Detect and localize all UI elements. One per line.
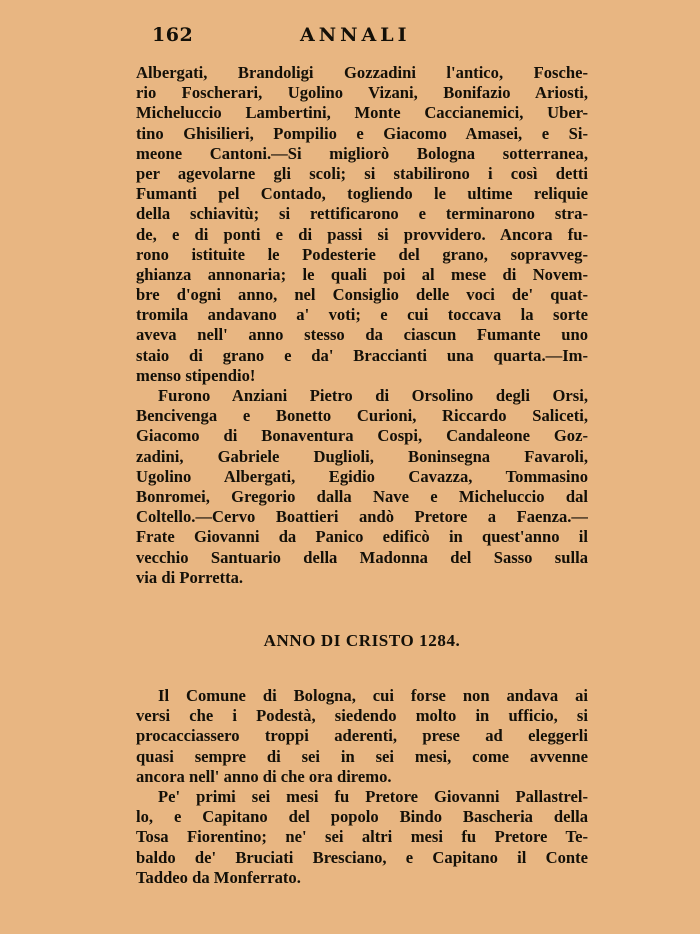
text-line: meone Cantoni.—Si migliorò Bologna sotterranea, [136,143,588,163]
text-line: Frate Giovanni da Panico edificò in quest'anno il [136,527,588,547]
text-line: Bencivenga e Bonetto Curioni, Riccardo Saliceti, [136,406,588,426]
section-heading: ANNO DI CRISTO 1284. [263,631,461,650]
text-line: Taddeo da Monferrato. [136,867,301,887]
text-line: ghianza annonaria; le quali poi al mese di Novem- [136,264,588,284]
text-line: Albergati, Brandoligi Gozzadini l'antico, Fosche- [136,63,588,82]
text-line: Micheluccio Lambertini, Monte Caccianemici, Uber- [136,103,588,123]
text-line: versi che i Podestà, siedendo molto in ufficio, si [136,706,588,726]
text-line: tromila andavano a' voti; e cui toccava la sorte [136,305,588,325]
text-line: staio di grano e da' Braccianti una quarta.—Im- [136,345,588,365]
text-line: Giacomo di Bonaventura Cospi, Candaleone Goz- [136,426,588,446]
text-line: Il Comune di Bologna, cui forse non andava ai [158,686,588,705]
text-line: per agevolarne gli scoli; si stabilirono i così detti [136,163,588,183]
page-number: 162 [152,24,194,46]
text-line: Pe' primi sei mesi fu Pretore Giovanni Pallastrel- [158,786,588,806]
text-line: Furono Anziani Pietro di Orsolino degli Orsi, [158,386,588,405]
text-line: vecchio Santuario della Madonna del Sasso sulla [136,547,588,567]
text-line: Coltello.—Cervo Boattieri andò Pretore a Faenza.— [136,507,588,527]
text-line: Tosa Fiorentino; ne' sei altri mesi fu Pretore Te- [136,827,588,847]
text-line: Bonromei, Gregorio dalla Nave e Micheluccio dal [136,486,588,506]
text-line: menso stipendio! [136,365,256,385]
text-line: via di Porretta. [136,567,244,587]
text-line: quasi sempre di sei in sei mesi, come avvenne [136,746,588,766]
text-block-1 [136,63,588,588]
text-line: Ugolino Albergati, Egidio Cavazza, Tommasino [136,466,588,486]
text-line: ancora nell' anno di che ora diremo. [136,766,392,786]
text-line: della schiavitù; si rettificarono e terminarono stra- [136,204,588,224]
text-line: rio Foscherari, Ugolino Vizani, Bonifazio Ariosti, [136,83,588,103]
text-line: procacciassero troppi aderenti, prese ad eleggerli [136,726,588,746]
text-line: rono istituite le Podesterie del grano, sopravveg- [136,244,588,264]
text-line: Fumanti pel Contado, togliendo le ultime reliquie [136,184,588,204]
text-line: baldo de' Bruciati Bresciano, e Capitano il Conte [136,847,588,867]
text-block-2 [136,686,588,888]
text-line: aveva nell' anno stesso da ciascun Fumante uno [136,325,588,345]
running-title: ANNALI [300,24,411,46]
page-header [152,24,592,50]
text-line: de, e di ponti e di passi si provvidero. Ancora fu- [136,224,588,244]
text-line: bre d'ogni anno, nel Consiglio delle voci de' quat- [136,285,588,305]
text-line: zadini, Gabriele Duglioli, Boninsegna Favaroli, [136,446,588,466]
text-line: lo, e Capitano del popolo Bindo Bascheria della [136,807,588,827]
text-line: tino Ghisilieri, Pompilio e Giacomo Amasei, e Si- [136,123,588,143]
